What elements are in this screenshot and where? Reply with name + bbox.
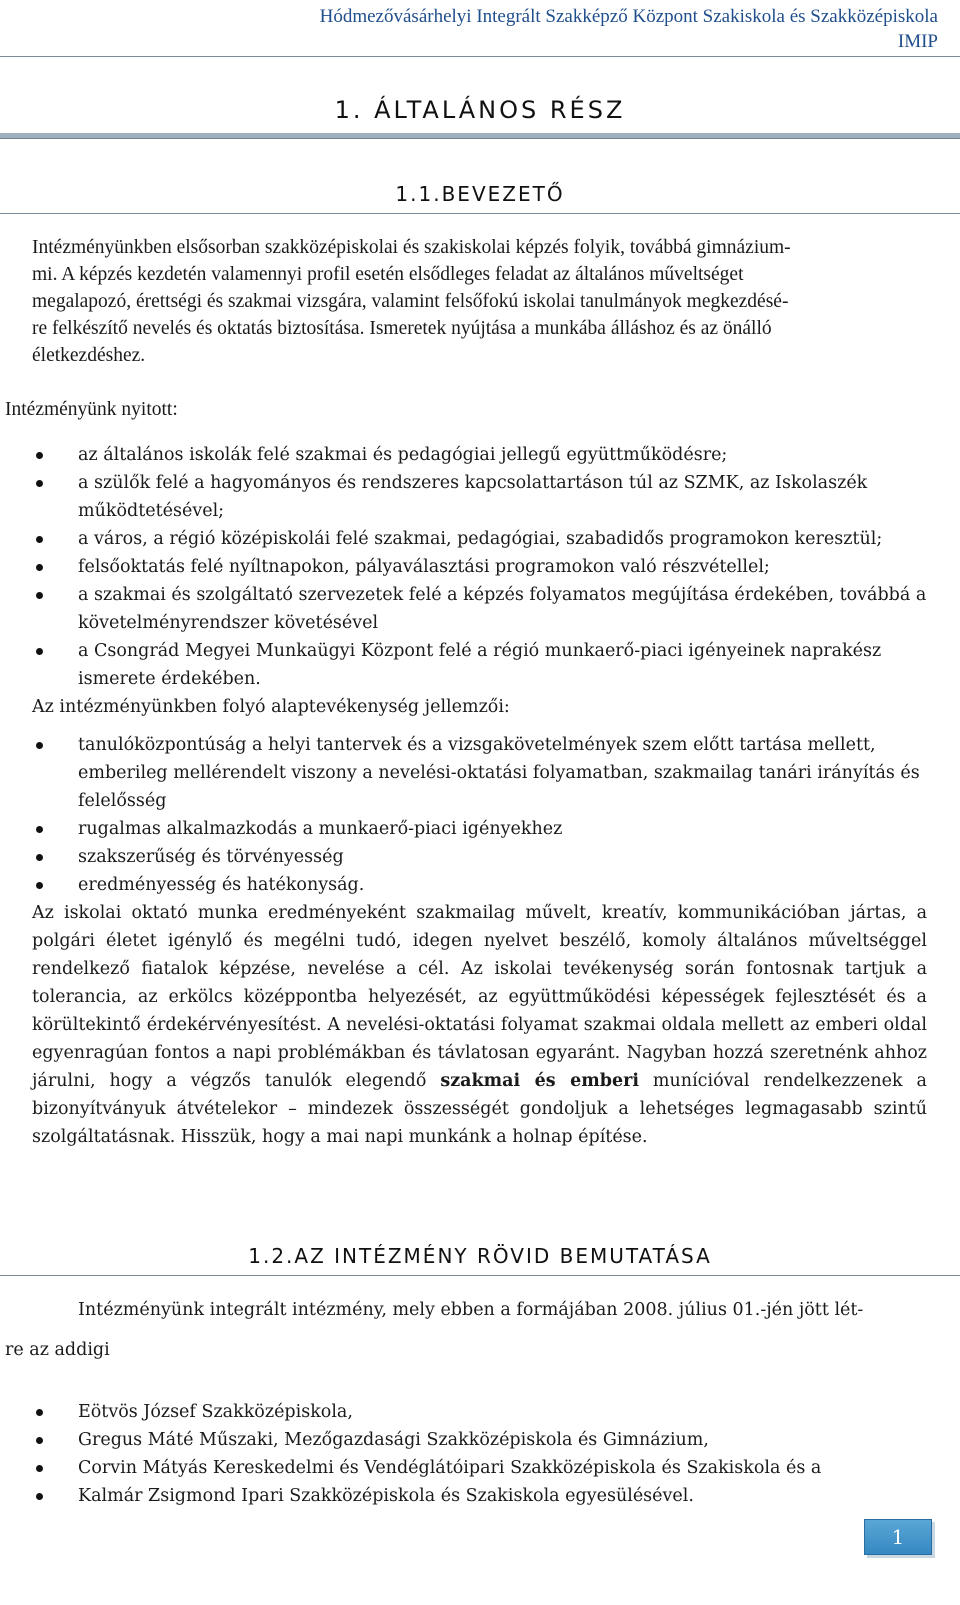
open-list xyxy=(32,441,927,693)
bullet-icon xyxy=(36,452,43,459)
bullet-icon xyxy=(36,480,43,487)
bullet-icon xyxy=(36,592,43,599)
bullet-icon xyxy=(36,854,43,861)
subsection-rule xyxy=(0,213,960,214)
list-item: a szakmai és szolgáltató szervezetek felé a képzés folyamatos megújítása érdekében, továbbá a követelményrendszer követésével xyxy=(32,581,927,637)
intro-line: megalapozó, érettségi és szakmai vizsgára, valamint felsőfokú iskolai tanulmányok megkezdésé- xyxy=(32,291,789,312)
bullet-icon xyxy=(36,564,43,571)
bullet-icon xyxy=(36,826,43,833)
features-list xyxy=(32,731,927,899)
goal-emphasis: szakmai és emberi xyxy=(440,1071,639,1091)
section-title: 1. ÁLTALÁNOS RÉSZ xyxy=(334,96,626,124)
bullet-icon xyxy=(36,1437,43,1444)
list-item: eredményesség és hatékonyság. xyxy=(32,871,927,899)
list-item: Kalmár Zsigmond Ipari Szakközépiskola és Szakiskola egyesülésével. xyxy=(32,1482,927,1510)
intro-line: mi. A képzés kezdetén valamennyi profil esetén elsődleges feladat az általános műveltséget xyxy=(32,264,744,285)
section-title-rule xyxy=(0,133,960,139)
bullet-icon xyxy=(36,1465,43,1472)
overview-line: Intézményünk integrált intézmény, mely ebben a formájában 2008. július 01.-jén jött lét- xyxy=(78,1300,864,1320)
bullet-icon xyxy=(36,882,43,889)
page-number: 1 xyxy=(864,1519,932,1555)
list-item: a szülők felé a hagyományos és rendszeres kapcsolattartáson túl az SZMK, az Iskolaszék működtetésével; xyxy=(32,469,927,525)
schools-list xyxy=(32,1398,927,1510)
open-label: Intézményünk nyitott: xyxy=(5,399,178,420)
subsection-title-overview: 1.2.AZ INTÉZMÉNY RÖVID BEMUTATÁSA xyxy=(248,1244,712,1268)
list-item: a város, a régió középiskolái felé szakmai, pedagógiai, szabadidős programokon keresztül; xyxy=(32,525,927,553)
list-item: felsőoktatás felé nyíltnapokon, pályaválasztási programokon való részvétellel; xyxy=(32,553,927,581)
list-item: tanulóközpontúság a helyi tantervek és a vizsgakövetelmények szem előtt tartása mellett, emberileg mellérendelt viszony a nevelési-oktatási folyamatban, szakmailag tanári irányítás és felelősség xyxy=(32,731,927,815)
list-item: az általános iskolák felé szakmai és pedagógiai jellegű együttműködésre; xyxy=(32,441,927,469)
intro-line: re felkészítő nevelés és oktatás biztosítása. Ismeretek nyújtása a munkába álláshoz és az önálló xyxy=(32,318,772,339)
list-item: Corvin Mátyás Kereskedelmi és Vendéglátóipari Szakközépiskola és Szakiskola és a xyxy=(32,1454,927,1482)
header-rule xyxy=(0,56,960,57)
header-doc-code: IMIP xyxy=(897,31,938,52)
bullet-icon xyxy=(36,536,43,543)
header-institution: Hódmezővásárhelyi Integrált Szakképző Központ Szakiskola és Szakközépiskola xyxy=(319,6,938,27)
list-item: Eötvös József Szakközépiskola, xyxy=(32,1398,927,1426)
bullet-icon xyxy=(36,1493,43,1500)
open-list-wrapper xyxy=(32,441,927,1151)
list-item: a Csongrád Megyei Munkaügyi Központ felé a régió munkaerő-piaci igényeinek naprakész ismerete érdekében. xyxy=(32,637,927,693)
list-item: Gregus Máté Műszaki, Mezőgazdasági Szakközépiskola és Gimnázium, xyxy=(32,1426,927,1454)
bullet-icon xyxy=(36,648,43,655)
intro-line: életkezdéshez. xyxy=(32,345,146,366)
bullet-icon xyxy=(36,1409,43,1416)
list-item: szakszerűség és törvényesség xyxy=(32,843,927,871)
intro-line: Intézményünkben elsősorban szakközépiskolai és szakiskolai képzés folyik, továbbá gimnázium- xyxy=(32,237,791,258)
subsection-title-intro: 1.1.BEVEZETŐ xyxy=(395,182,565,206)
bullet-icon xyxy=(36,742,43,749)
intro-paragraph xyxy=(32,234,942,369)
overview-line: re az addigi xyxy=(5,1340,110,1360)
goal-paragraph: Az iskolai oktató munka eredményeként szakmailag művelt, kreatív, kommunikációban jártas, a polgári életet igénylő és megélni tudó, idegen nyelvet beszélő, komoly általános műveltséggel rendelkező fiatalok képzése, nevelése a cél. Az iskolai tevékenység során fontosnak tartjuk a tolerancia, az erkölcs középpontba helyezését, az együttműködési képességek fejlesztését és a körültekintő érdekérvényesítést. A nevelési-oktatási folyamat szakmai oldala mellett az emberi oldal egyenragúan fontos a napi problémákban és távlatosan egyaránt. Nagyban hozzá szeretnénk ahhoz járulni, hogy a végzős tanulók elegendő szakmai és emberi munícióval rendelkezzenek a bizonyítványuk átvételekor – mindezek összességét gondoljuk a lehetséges legmagasabb szintű szolgáltatásnak. Hisszük, hogy a mai napi munkánk a holnap építése. xyxy=(32,903,927,1147)
schools-list-wrapper xyxy=(32,1398,927,1510)
running-header xyxy=(320,4,938,54)
subsection-rule xyxy=(0,1275,960,1276)
list-item: rugalmas alkalmazkodás a munkaerő-piaci igényekhez xyxy=(32,815,927,843)
features-label: Az intézményünkben folyó alaptevékenység jellemzői: xyxy=(32,697,510,717)
